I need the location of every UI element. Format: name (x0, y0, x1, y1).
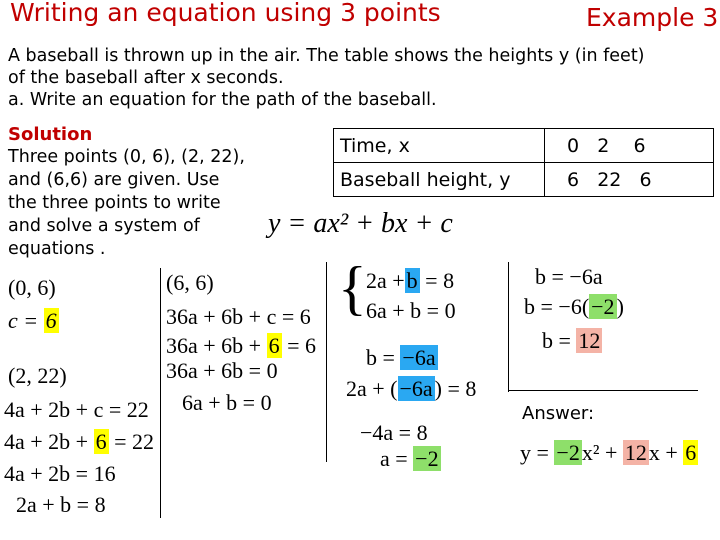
eq-col1-3: 4a + 2b = 16 (4, 461, 116, 486)
problem-line-3: a. Write an equation for the path of the baseball. (8, 90, 437, 110)
answer-label: Answer: (522, 403, 595, 424)
divider (160, 268, 161, 518)
eq-col1-1: 4a + 2b + c = 22 (4, 397, 149, 422)
row-label: Baseball height, y (334, 163, 545, 197)
b-expression: −6a (402, 345, 436, 370)
divider (508, 262, 509, 392)
eq-part: b = (366, 345, 395, 370)
b-result (542, 328, 602, 354)
point-2: (2, 22) (8, 363, 67, 388)
solution-line-2: and (6,6) are given. Use (8, 170, 220, 190)
eq-col1-2 (4, 429, 154, 455)
b-substitution (366, 345, 438, 371)
b-value: 12 (578, 328, 601, 353)
problem-line-1: A baseball is thrown up in the air. The table shows the heights y (in feet) (8, 46, 645, 66)
b-expression: −6a (399, 376, 433, 401)
system-eq-2: 6a + b = 0 (366, 298, 456, 323)
eq-part: 2a + ( (346, 376, 398, 401)
table-cell (545, 163, 714, 197)
row-label: Time, x (334, 129, 545, 163)
eq-part: = 6 (287, 333, 317, 358)
eq-part: y = (520, 440, 549, 465)
b-equation: b = −6a (535, 264, 603, 289)
general-equation: y = ax² + bx + c (268, 208, 453, 239)
a-value: −2 (415, 446, 439, 471)
table-value: 6 (567, 168, 580, 191)
point-1: (0, 6) (8, 275, 56, 300)
solution-line-1: Three points (0, 6), (2, 22), (8, 147, 245, 167)
eq-part: 36a + 6b + (166, 333, 262, 358)
b-variable: b (406, 268, 418, 293)
substituted-equation (346, 376, 476, 402)
eq-col2-3: 36a + 6b = 0 (166, 358, 278, 383)
solution-line-4: and solve a system of (8, 216, 200, 236)
substituted-c: 6 (95, 429, 107, 454)
answer-b: 12 (624, 440, 647, 465)
point-3: (6, 6) (166, 270, 214, 295)
system-brace: { (338, 255, 367, 321)
eq-part: 4a + 2b + (4, 429, 89, 454)
eq-col2-1: 36a + 6b + c = 6 (166, 304, 311, 329)
solution-line-5: equations . (8, 239, 106, 259)
a-result (380, 446, 441, 472)
final-equation (520, 440, 698, 466)
eq-part: x² + (581, 440, 618, 465)
eq-col2-2 (166, 333, 316, 359)
substituted-c: 6 (268, 333, 280, 358)
c-value: 6 (45, 308, 57, 333)
table-row (334, 163, 714, 197)
eq-part: ) (616, 294, 624, 319)
table-value: 6 (639, 168, 652, 191)
eq-part: = 22 (114, 429, 155, 454)
answer-c: 6 (685, 440, 697, 465)
divider (326, 262, 327, 462)
eq-part: ) = 8 (434, 376, 477, 401)
eq-col1-4: 2a + b = 8 (16, 492, 106, 517)
system-eq-1 (366, 268, 454, 294)
table-cell (545, 129, 714, 163)
page-title: Writing an equation using 3 points (10, 0, 441, 27)
simplified-equation: −4a = 8 (360, 420, 428, 445)
eq-part: 2a + (366, 268, 405, 293)
eq-part: x + (648, 440, 678, 465)
table-row (334, 129, 714, 163)
c-equation (8, 308, 59, 334)
eq-part: a = (380, 446, 408, 471)
eq-part: b = (542, 328, 571, 353)
divider (508, 390, 698, 391)
table-value: 22 (597, 168, 622, 191)
solution-line-3: the three points to write (8, 193, 221, 213)
table-value: 6 (633, 134, 646, 157)
table-value: 0 (567, 134, 580, 157)
answer-a: −2 (556, 440, 580, 465)
solution-heading: Solution (8, 124, 93, 145)
data-table (333, 128, 714, 197)
c-label: c = (8, 308, 39, 333)
eq-part: b = −6( (524, 294, 590, 319)
a-value: −2 (591, 294, 615, 319)
b-substituted (524, 294, 624, 320)
eq-part: = 8 (425, 268, 455, 293)
example-label: Example 3 (586, 3, 719, 32)
eq-col2-4: 6a + b = 0 (182, 390, 272, 415)
table-value: 2 (597, 134, 610, 157)
problem-line-2: of the baseball after x seconds. (8, 68, 284, 88)
